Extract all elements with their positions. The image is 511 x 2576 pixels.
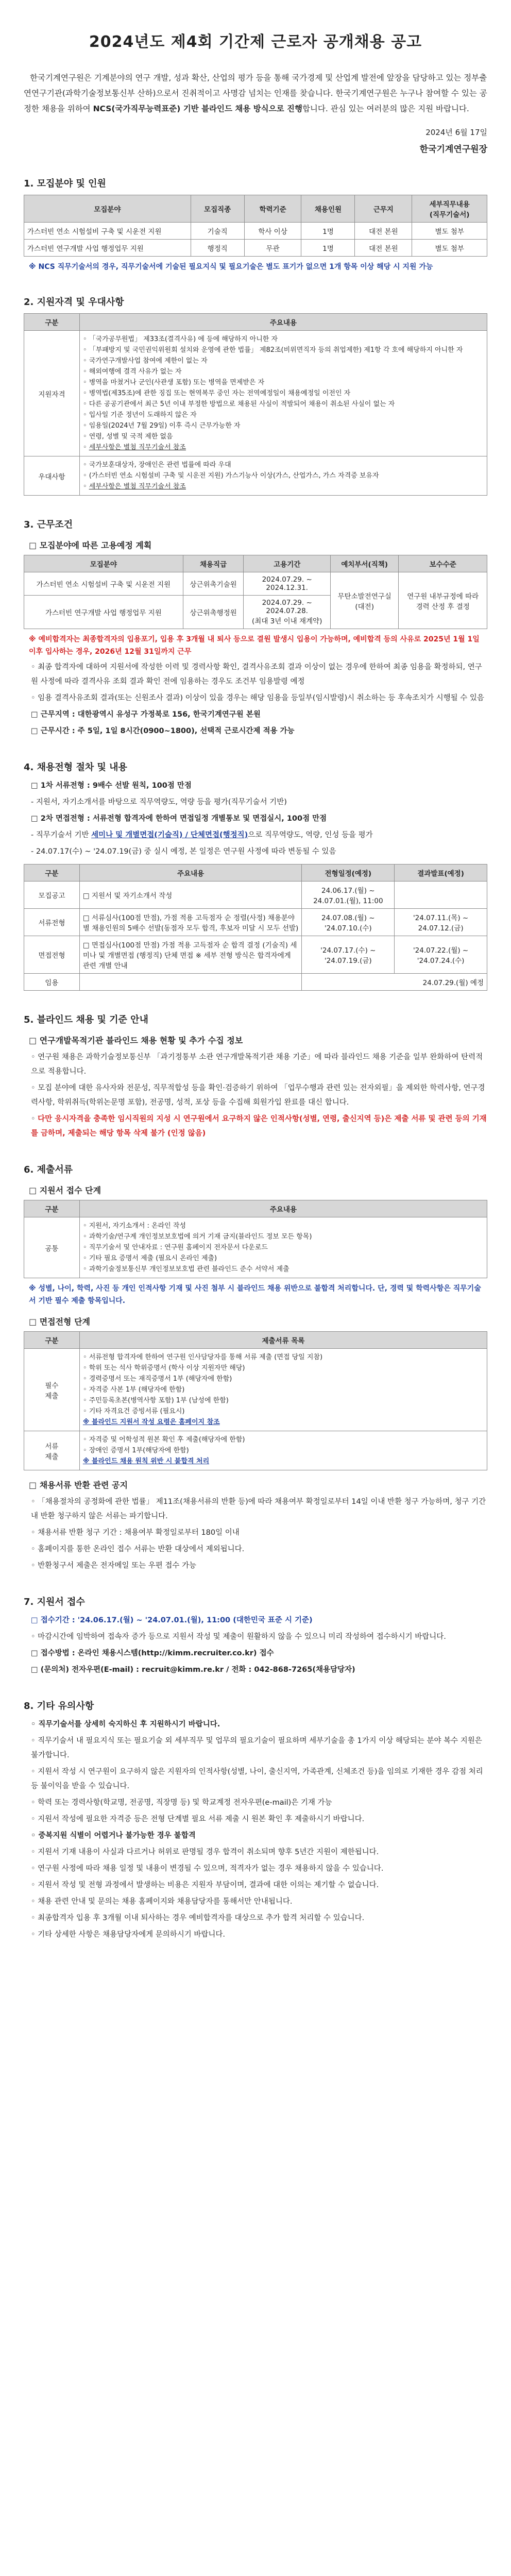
list-item: ◦ 다른 공공기관에서 최근 5년 이내 부정한 방법으로 채용된 사실이 적발되어 채용이 취소된 사실이 없는 자 xyxy=(82,400,395,408)
table-row xyxy=(24,331,487,456)
notes-bullet: ◦ 지원서 작성 시 연구원이 요구하지 않은 지원자의 인적사항(성별, 나이, 출신지역, 가족관계, 신체조건 등)을 임의로 기재한 경우 감점 처리 등 불이익을 받을 수 있습니다. xyxy=(31,1768,483,1790)
step-2: □ 2차 면접전형 : 서류전형 합격자에 한하여 면접일정 개별통보 및 면접실시, 100점 만점 xyxy=(31,815,327,823)
table-cell: 무관 xyxy=(244,240,301,257)
list-item: ◦ 경력증명서 또는 재직증명서 1부 (해당자에 한함) xyxy=(82,1375,232,1383)
table-header: 고용기간 xyxy=(244,555,331,572)
notes-bullet: ◦ 채용 관련 안내 및 문의는 채용 홈페이지와 채용담당자를 통해서만 안내됩니다. xyxy=(31,1897,293,1906)
row-label: 공통 xyxy=(24,1217,80,1278)
table-header: 학력기준 xyxy=(244,195,301,223)
row-label: 지원자격 xyxy=(24,331,80,456)
table-row xyxy=(24,936,487,974)
table-row xyxy=(24,572,487,596)
ncs-note: ※ NCS 직무기술서의 경우, 직무기술서에 기술된 필요지식 및 필요기술은 별도 표기가 없으면 1개 항목 이상 해당 시 지원 가능 xyxy=(29,263,433,271)
table-cell: '24.07.17.(수) ~ '24.07.19.(금) xyxy=(302,936,395,974)
blind-bullet: ◦ 모집 분야에 대한 유사자와 전문성, 직무적합성 등을 확인·검증하기 위하여 「업무수행과 관련 있는 전자외필」을 제외한 학력사항, 연구경력사항, 학위취득(학위논문명 포함), 전공명, 성적, 포상 등을 수집해 회원가입 완료를 대신 합니다. xyxy=(31,1084,485,1107)
table-row xyxy=(24,1217,487,1278)
table-cell: 상근위촉기술원 xyxy=(183,572,244,596)
table-cell: 가스터빈 연소 시험설비 구축 및 시운전 지원 xyxy=(24,223,191,240)
application-bullet: ◦ 마감시간에 임박하여 접속자 증가 등으로 지원서 작성 및 제출이 원활하지 않을 수 있으니 미리 작성하여 접수하시기 바랍니다. xyxy=(31,1633,446,1641)
table-cell: □ 서류심사(100점 만점), 가점 적용 고득점자 순 정렬(사정) 채용분야별 채용인원의 5배수 선발(동점자 모두 합격, 후보자 미달 시 모두 선발) xyxy=(79,909,302,936)
list-item: ◦ 자격증 사본 1부 (해당자에 한함) xyxy=(82,1386,185,1394)
row-label: 서류 제출 xyxy=(24,1431,80,1470)
step-2-schedule: - 24.07.17(수) ~ '24.07.19(금) 중 실시 예정, 본 일정은 연구원 사정에 따라 변동될 수 있음 xyxy=(31,848,336,856)
notes-bullet: ◦ 지원서 기재 내용이 사실과 다르거나 허위로 판명될 경우 합격이 취소되며 향후 5년간 지원이 제한됩니다. xyxy=(31,1848,379,1856)
interview-docs-list-2 xyxy=(83,1434,484,1467)
section-selection-process: 4. 채용전형 절차 및 내용 xyxy=(24,762,127,773)
table-cell: 학사 이상 xyxy=(244,223,301,240)
table-cell: 대전 본원 xyxy=(355,223,412,240)
list-item: ◦ 세부사항은 별첨 직무기술서 참조 xyxy=(82,444,186,451)
table-row xyxy=(24,882,487,909)
list-item: ◦ 국가보훈대상자, 장애인은 관련 법률에 따라 우대 xyxy=(82,461,231,469)
list-item: ◦ 세부사항은 별첨 직무기술서 참조 xyxy=(82,483,186,490)
table-cell: 대전 본원 xyxy=(355,240,412,257)
list-item: ◦ 임용일(2024년 7월 29일) 이후 즉시 근무가능한 자 xyxy=(82,422,241,430)
table-cell: '24.07.22.(월) ~ '24.07.24.(수) xyxy=(395,936,487,974)
list-item: ◦ 국가연구개발사업 참여에 제한이 없는 자 xyxy=(82,357,208,365)
contact-info: □ (문의처) 전자우편(E-mail) : recruit@kimm.re.kr / 전화 : 042-868-7265(채용담당자) xyxy=(31,1666,355,1674)
list-item: ◦ 해외여행에 결격 사유가 없는 자 xyxy=(82,368,182,376)
table-cell xyxy=(395,882,487,909)
preference-list xyxy=(83,460,484,492)
row-label: 필수 제출 xyxy=(24,1349,80,1431)
application-period: □ 접수기간 : '24.06.17.(월) ~ '24.07.01.(월), 11:00 (대한민국 표준 시 기준) xyxy=(31,1616,313,1624)
table-row xyxy=(24,974,487,991)
list-item: ◦ (가스터빈 연소 시험설비 구축 및 시운전 지원) 가스기능사 이상(가스, 산업가스, 가스 자격증 보유자 xyxy=(82,472,379,480)
employment-plan-heading: □ 모집분야에 따른 고용예정 계획 xyxy=(29,540,152,550)
notes-bullet: ◦ 학력 또는 경력사항(학교명, 전공명, 직장명 등) 및 학교계정 전자우편(e-mail)은 기재 가능 xyxy=(31,1799,332,1807)
table-header: 모집분야 xyxy=(24,195,191,223)
selection-table xyxy=(24,864,487,991)
table-cell: 1명 xyxy=(301,240,355,257)
section-blind-hiring: 5. 블라인드 채용 및 기준 안내 xyxy=(24,1014,148,1025)
notes-bullet: ◦ 직무기술서를 상세히 숙지하신 후 지원하시기 바랍니다. xyxy=(31,1720,220,1728)
table-row xyxy=(24,1431,487,1470)
application-docs-list xyxy=(83,1221,484,1275)
table-row xyxy=(24,240,487,257)
interview-docs-list xyxy=(83,1352,484,1428)
table-cell: □ 면접심사(100점 만점) 가점 적용 고득점자 순 합격 결정 (기술직) 세미나 및 개별면접 (행정직) 단체 면접 ※ 세부 전형 방식은 합격자에게 관련 개별 안내 xyxy=(79,936,302,974)
interview-stage-heading: □ 면접전형 단계 xyxy=(29,1317,90,1327)
table-cell: □ 지원서 및 자기소개서 작성 xyxy=(79,882,302,909)
list-item: ◦ 장애인 증명서 1부(해당자에 한함) xyxy=(82,1447,189,1454)
step-1-detail: - 지원서, 자기소개서를 바탕으로 직무역량도, 역량 등을 평가(직무기술서 기반) xyxy=(31,798,287,806)
table-header: 구분 xyxy=(24,1332,80,1349)
section-qualifications: 2. 지원자격 및 우대사항 xyxy=(24,297,124,308)
notes-bullet: ◦ 기타 상세한 사항은 채용담당자에게 문의하시기 바랍니다. xyxy=(31,1930,225,1939)
reserve-note: ※ 예비합격자는 최종합격자의 입용포기, 입용 후 3개월 내 퇴사 등으로 결원 발생시 입용이 가능하며, 예비합격 등의 사유로 2025년 1월 1일 이후 입사하는 경우, 2026년 12월 31일까지 근무 xyxy=(29,635,480,656)
table-cell: 별도 첨부 xyxy=(412,223,487,240)
table-cell: 가스터빈 연구개발 사업 행정업무 지원 xyxy=(24,596,183,629)
table-row xyxy=(24,909,487,936)
list-item: ◦ 서류전형 합격자에 한하여 연구원 인사담당자를 통해 서류 제출 (면접 당일 지참) xyxy=(82,1353,323,1361)
notes-bullet: ◦ 최종합격자 입용 후 3개월 이내 퇴사하는 경우 예비합격자를 대상으로 추가 합격 처리할 수 있습니다. xyxy=(31,1914,365,1922)
return-bullet: ◦ 채용서류 반환 청구 기간 : 채용여부 확정일로부터 180일 이내 xyxy=(31,1529,240,1537)
table-cell: 무탄소발전연구실 (대전) xyxy=(330,572,398,629)
table-header: 채용인원 xyxy=(301,195,355,223)
application-stage-heading: □ 지원서 접수 단계 xyxy=(29,1185,101,1195)
notes-bullet: ◦ 지원서 작성 및 전형 과정에서 발생하는 비용은 지원자 부담이며, 결과에 대한 이의는 제기할 수 없습니다. xyxy=(31,1881,379,1889)
list-item: ◦ 입사일 기준 정년이 도래하지 않은 자 xyxy=(82,411,197,419)
notes-bullet: ◦ 지원서 작성에 필요한 자격증 등은 전형 단계별 필요 서류 제출 시 원본 확인 후 제출하시기 바랍니다. xyxy=(31,1815,365,1823)
eligibility-list xyxy=(83,334,484,453)
table-cell: 2024.07.29. ~ 2024.07.28. (최대 3년 이내 재계약) xyxy=(244,596,331,629)
table-header: 보수수준 xyxy=(399,555,487,572)
table-cell: 연구원 내부규정에 따라 경력 산정 후 결정 xyxy=(399,572,487,629)
table-cell xyxy=(79,974,302,991)
application-method[interactable]: □ 접수방법 : 온라인 채용시스템(http://kimm.recruiter.co.kr) 접수 xyxy=(31,1649,274,1657)
table-row xyxy=(24,1349,487,1431)
intro-end-text: 합니다. 관심 있는 여러분의 많은 지원 바랍니다. xyxy=(302,104,469,113)
table-cell: 가스터빈 연구개발 사업 행정업무 지원 xyxy=(24,240,191,257)
table-header: 주요내용 xyxy=(79,314,487,331)
list-item: ※ 블라인드 지원서 작성 요령은 홈페이지 참조 xyxy=(82,1418,220,1426)
application-docs-table xyxy=(24,1200,487,1278)
section-notes: 8. 기타 유의사항 xyxy=(24,1701,94,1711)
blind-bullet: ◦ 다만 응시자격을 충족한 임시직원의 지성 시 연구원에서 요구하지 않은 인적사항(성별, 연령, 출신지역 등)은 제출 서류 및 관련 등의 기재를 금하며, 제출되는 해당 항목 삭제 불가 (인정 않음) xyxy=(31,1115,487,1138)
list-item: ◦ 연령, 성별 및 국적 제한 없음 xyxy=(82,433,173,440)
table-header: 결과발표(예정) xyxy=(395,865,487,882)
list-item: ◦ 병역법(제35조)에 관한 징집 또는 현역복무 중인 자는 전역예정일이 채용예정일 이전인 자 xyxy=(82,389,351,397)
table-row xyxy=(24,223,487,240)
organization-name: 한국기계연구원장 xyxy=(419,144,487,155)
condition-bullet: ◦ 최종 합격자에 대하여 지원서에 작성한 이력 및 경력사항 확인, 결격사유조회 결과 이상이 없는 경우에 한하여 최종 임용을 확정하되, 연구원 사정에 따라 결격사유 조회 결과 확인 전에 임용하는 경우도 조건부 임용발령 예정 xyxy=(31,663,482,686)
table-header: 전형일정(예정) xyxy=(302,865,395,882)
notes-bullet: ◦ 중복지원 식별이 어렵거나 불가능한 경우 불합격 xyxy=(31,1832,196,1840)
table-header: 구분 xyxy=(24,314,80,331)
table-header: 모집직종 xyxy=(191,195,244,223)
table-header: 예치부서(직책) xyxy=(330,555,398,572)
table-cell: 1명 xyxy=(301,223,355,240)
list-item: ◦ 기타 자격요건 증빙서류 (필요시) xyxy=(82,1408,185,1415)
table-cell: 서류전형 xyxy=(24,909,80,936)
table-cell: 가스터빈 연소 시험설비 구축 및 시운전 지원 xyxy=(24,572,183,596)
table-cell: 면접전형 xyxy=(24,936,80,974)
section-application: 7. 지원서 접수 xyxy=(24,1597,85,1607)
table-header: 근무지 xyxy=(355,195,412,223)
table-cell: 임용 xyxy=(24,974,80,991)
list-item: ◦ 학위 또는 석사 학위증명서 (학사 이상 지원자만 해당) xyxy=(82,1364,245,1372)
blind-hiring-heading: □ 연구개발목적기관 블라인드 채용 현황 및 추가 수집 정보 xyxy=(29,1036,243,1045)
work-place: □ 근무지역 : 대한광역시 유성구 가정북로 156, 한국기계연구원 본원 xyxy=(31,710,261,719)
return-bullet: ◦ 반환청구서 제출은 전자메일 또는 우편 접수 가능 xyxy=(31,1562,196,1570)
blind-bullet: ◦ 연구원 채용은 과학기술정보통신부 「과기정통부 소관 연구개발목적기관 채용 기준」에 따라 블라인드 채용 기준을 일부 완화하여 탄력적으로 적용합니다. xyxy=(31,1053,483,1076)
list-item: ◦ 「국가공무원법」 제33조(결격사유) 에 등에 해당하지 아니한 자 xyxy=(82,335,278,343)
application-docs-note: ※ 성별, 나이, 학력, 사진 등 개인 인적사항 기재 및 사진 첨부 시 블라인드 채용 위반으로 불합격 처리합니다. 단, 경력 및 학력사항은 직무기술서 기반 필수 제출 항목입니다. xyxy=(29,1284,481,1305)
document-return-heading: □ 채용서류 반환 관련 공지 xyxy=(29,1480,128,1490)
table-cell: 기술직 xyxy=(191,223,244,240)
step-2-detail: - 직무기술서 기반 세미나 및 개별면접(기술직) / 단체면접(행정직)으로 직무역량도, 역량, 인성 등을 평가 xyxy=(31,831,373,839)
table-header: 주요내용 xyxy=(79,865,302,882)
list-item: ◦ 「부패방지 및 국민권익위원회 설치와 운영에 관한 법률」 제82조(비위면직자 등의 취업제한) 제1항 각 호에 해당하지 아니한 자 xyxy=(82,346,463,354)
section-documents: 6. 제출서류 xyxy=(24,1164,73,1175)
table-header: 주요내용 xyxy=(79,1200,487,1217)
announcement-date: 2024년 6월 17일 xyxy=(425,128,487,137)
list-item: ◦ 과학기술/연구계 개인정보보호법에 의거 기재 금지(블라인드 정보 모든 항목) xyxy=(82,1233,312,1241)
section-working-conditions: 3. 근무조건 xyxy=(24,519,73,530)
table-header: 세부직무내용 (직무기술서) xyxy=(412,195,487,223)
list-item: ◦ 주민등록초본(병역사항 포함) 1부 (남성에 한함) xyxy=(82,1397,229,1404)
table-row xyxy=(24,456,487,496)
recruitment-fields-table xyxy=(24,195,487,257)
list-item: ◦ 병역을 마쳤거나 군인(사관생 포함) 또는 병역을 면제받은 자 xyxy=(82,379,265,386)
table-header: 채용직급 xyxy=(183,555,244,572)
table-cell: 24.07.08.(월) ~ '24.07.10.(수) xyxy=(302,909,395,936)
intro-text: 한국기계연구원은 기계분야의 연구 개발, 성과 확산, 산업의 평가 등을 통해 국가경제 및 산업계 발전에 앞장을 담당하고 있는 정부출연연구기관(과학기술정보통신부 산하)으로서 진취적이고 사명감 넘치는 인재를 찾습니다. 한국기계연구원은 누구나 참여할 수 있는 공정한 채용을 위하여 xyxy=(24,73,487,113)
step-1: □ 1차 서류전형 : 9배수 선발 원칙, 100점 만점 xyxy=(31,782,192,790)
list-item: ◦ 과학기술정보통신부 개인정보보호법 관련 블라인드 준수 서약서 제출 xyxy=(82,1265,289,1273)
row-label: 우대사항 xyxy=(24,456,80,496)
table-cell: '24.07.11.(목) ~ 24.07.12.(금) xyxy=(395,909,487,936)
return-bullet: ◦ 홈페이지를 통한 온라인 접수 서류는 반환 대상에서 제외됩니다. xyxy=(31,1545,245,1553)
list-item: ◦ 기타 필요 증명서 제출 (필요시 온라인 제출) xyxy=(82,1255,217,1262)
table-cell: 모집공고 xyxy=(24,882,80,909)
intro-bold-text: NCS(국가직무능력표준) 기반 블라인드 채용 방식으로 진행 xyxy=(93,104,302,113)
interview-docs-table xyxy=(24,1331,487,1470)
intro-paragraph xyxy=(24,70,487,116)
list-item: ◦ 지원서, 자기소개서 : 온라인 작성 xyxy=(82,1222,186,1230)
section-recruitment-fields: 1. 모집분야 및 인원 xyxy=(24,178,106,189)
table-cell: 24.06.17.(월) ~ 24.07.01.(월), 11:00 xyxy=(302,882,395,909)
list-item: ※ 블라인드 채용 원칙 위반 시 불합격 처리 xyxy=(82,1458,210,1465)
page-title: 2024년도 제4회 기간제 근로자 공개채용 공고 xyxy=(89,33,422,51)
table-cell: 행정직 xyxy=(191,240,244,257)
table-header: 구분 xyxy=(24,1200,80,1217)
list-item: ◦ 자격증 및 어학성적 원본 확인 후 제출(해당자에 한함) xyxy=(82,1436,245,1444)
employment-plan-table xyxy=(24,555,487,629)
table-header: 모집분야 xyxy=(24,555,183,572)
qualifications-table xyxy=(24,313,487,496)
table-cell: 별도 첨부 xyxy=(412,240,487,257)
condition-bullet: ◦ 임용 결격사유조회 결과(또는 신원조사 결과) 이상이 있을 경우는 해당 임용을 등일부(임시발령)시 취소하는 등 후속조치가 시행될 수 있음 xyxy=(31,694,484,702)
table-header: 구분 xyxy=(24,865,80,882)
table-header: 제출서류 목록 xyxy=(79,1332,487,1349)
notes-bullet: ◦ 연구원 사정에 따라 채용 일정 및 내용이 변경될 수 있으며, 적격자가 없는 경우 채용하지 않을 수 있습니다. xyxy=(31,1865,384,1873)
return-bullet: ◦ 「채용절차의 공정화에 관한 법률」 제11조(채용서류의 반환 등)에 따라 채용여부 확정일로부터 14일 이내 반환 청구 가능하며, 청구 기간 내 반환 청구하지 않은 서류는 파기합니다. xyxy=(31,1498,486,1520)
list-item: ◦ 직무기술서 및 안내자료 : 연구원 홈페이지 전자문서 다운로드 xyxy=(82,1244,268,1251)
notes-bullet: ◦ 직무기술서 내 필요지식 또는 필요기술 외 세부직무 및 업무의 필요기술이 필요하며 세부기술을 총 1가지 이상 해당되는 분야 복수 지원은 불가합니다. xyxy=(31,1737,482,1759)
table-cell: 2024.07.29. ~ 2024.12.31. xyxy=(244,572,331,596)
table-cell: 상근위촉행정원 xyxy=(183,596,244,629)
work-hours: □ 근무시간 : 주 5일, 1일 8시간(0900~1800), 선택적 근로시간제 적용 가능 xyxy=(31,727,295,735)
table-cell: 24.07.29.(월) 예정 xyxy=(302,974,487,991)
